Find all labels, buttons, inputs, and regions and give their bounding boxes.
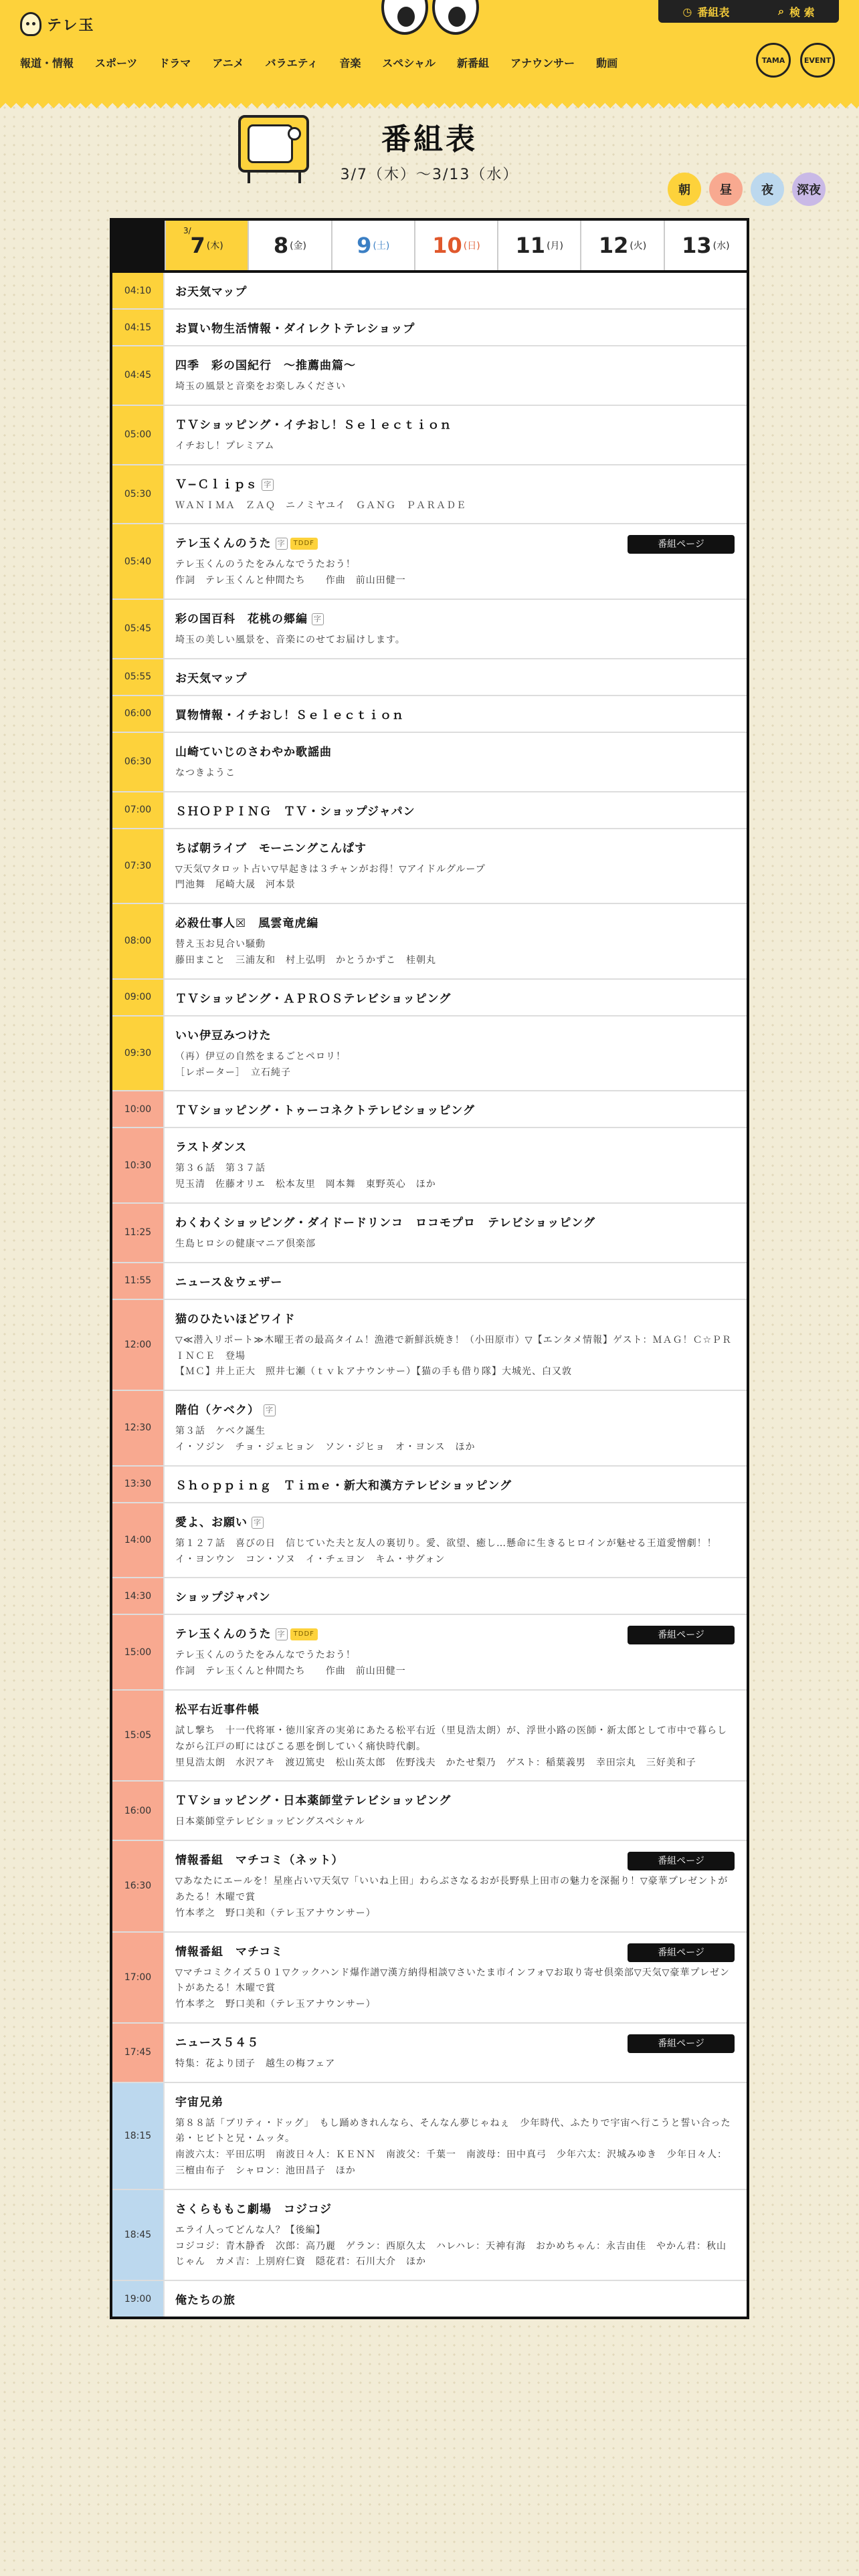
program-title-line	[175, 669, 736, 685]
program-title[interactable]: 宇宙兄弟	[175, 2095, 223, 2109]
program-time: 11:25	[112, 1204, 165, 1262]
program-row[interactable]	[112, 1015, 747, 1091]
program-time: 06:30	[112, 733, 165, 791]
program-description: テレ玉くんのうたをみんなでうたおう！ 作詞 テレ玉くんと仲間たち 作曲 前山田健一	[175, 559, 406, 586]
program-info	[165, 1128, 747, 1202]
program-row[interactable]	[112, 1299, 747, 1390]
day-tab-number: 12	[598, 233, 629, 258]
program-title[interactable]: Ｖ−Ｃｌｉｐｓ	[175, 477, 258, 492]
program-description: エライ人ってどんな人？【後編】 コジコジ：青木静香 次郎：高乃麗 ゲラン：西原久太 ハレハレ：天神有海 おかめちゃん：永吉由佳 やかん君：秋山じゃん カメ吉：上別府仁資 隠花君：石川大介 ほか	[175, 2224, 727, 2268]
subtitle-badge-icon: 字	[312, 613, 324, 625]
program-row[interactable]	[112, 345, 747, 405]
program-time: 07:30	[112, 829, 165, 903]
program-title[interactable]: 四季 彩の国紀行 〜推薦曲篇〜	[175, 359, 356, 372]
day-tab[interactable]	[497, 221, 580, 270]
program-info	[165, 1933, 747, 2022]
day-tab[interactable]	[331, 221, 414, 270]
program-title-line	[175, 914, 736, 930]
mascot-eyes	[381, 0, 479, 35]
program-description: 替え玉お見合い騒動 藤田まこと 三浦友和 村上弘明 かとうかずこ 桂朝丸	[175, 939, 436, 966]
program-description: ▽マチコミクイズ５０１▽クックハンド爆作譜▽漢方納得相談▽さいたま市インフォ▽お取り寄せ倶楽部▽天気▽豪華プレゼントがあたる！木曜で賞 竹本孝之 野口美和（テレ玉アナウンサー）	[175, 1967, 730, 2010]
program-title[interactable]: テレ玉くんのうた	[175, 1628, 272, 1642]
program-time: 10:30	[112, 1128, 165, 1202]
program-title[interactable]: ラストダンス	[175, 1141, 248, 1155]
logo-text: テレ玉	[47, 17, 95, 34]
program-row[interactable]	[112, 2022, 747, 2082]
site-header	[0, 0, 859, 99]
top-links	[658, 0, 839, 23]
program-row[interactable]	[112, 1780, 747, 1840]
subtitle-badge-icon: 字	[276, 538, 288, 550]
tod-night-button[interactable]: 夜	[751, 173, 784, 206]
left-eye-icon	[381, 0, 428, 35]
program-page-button[interactable]: 番組ページ	[628, 1626, 735, 1644]
program-info	[165, 465, 747, 524]
program-page-button[interactable]: 番組ページ	[628, 535, 735, 554]
program-row[interactable]	[112, 1090, 747, 1127]
program-title[interactable]: ニュース＆ウェザー	[175, 1275, 283, 1289]
program-time: 14:30	[112, 1578, 165, 1614]
program-description: 生島ヒロシの健康マニア倶楽部	[175, 1238, 316, 1249]
program-description: 特集：花より団子 越生の梅フェア	[175, 2058, 336, 2069]
program-description: なつきようこ	[175, 767, 235, 778]
program-description: ＷＡＮＩＭＡ ＺＡＱ ニノミヤユイ ＧＡＮＧ ＰＡＲＡＤＥ	[175, 500, 466, 511]
program-row[interactable]	[112, 405, 747, 464]
day-tab-weekday: (月)	[547, 241, 563, 251]
tama-circle-button[interactable]: TAMA	[756, 43, 791, 78]
program-row[interactable]	[112, 1262, 747, 1299]
day-tab-weekday: (火)	[630, 241, 647, 251]
day-tabs	[112, 221, 747, 273]
day-tab-number: 11	[515, 233, 546, 258]
program-title[interactable]: 情報番組 マチコミ	[175, 1945, 284, 1959]
nav-item-special[interactable]: スペシャル	[382, 57, 436, 70]
program-row[interactable]	[112, 732, 747, 791]
program-title[interactable]: テレ玉くんのうた	[175, 537, 272, 551]
program-title[interactable]: 松平右近事件帳	[175, 1703, 260, 1717]
program-title-line	[175, 1213, 736, 1230]
program-time: 13:30	[112, 1467, 165, 1502]
tod-latenight-button[interactable]: 深夜	[792, 173, 826, 206]
day-tab-weekday: (木)	[206, 241, 223, 251]
program-title-line	[175, 1476, 736, 1493]
program-title-line	[175, 319, 736, 336]
day-tab[interactable]	[165, 221, 248, 270]
mascot-logo-icon	[20, 12, 41, 36]
program-row[interactable]	[112, 273, 747, 308]
program-title[interactable]: ニュース５４５	[175, 2036, 260, 2050]
program-row[interactable]	[112, 978, 747, 1015]
program-title-line	[175, 415, 736, 432]
site-logo[interactable]	[20, 12, 95, 36]
program-row[interactable]	[112, 658, 747, 695]
program-title[interactable]: わくわくショッピング・ダイドードリンコ ロコモプロ テレビショッピング	[175, 1216, 595, 1230]
program-row[interactable]	[112, 308, 747, 345]
program-info	[165, 1204, 747, 1262]
day-tab-number: 9	[357, 233, 372, 258]
program-title-line	[175, 1400, 736, 1417]
right-eye-icon	[432, 0, 479, 35]
program-row[interactable]	[112, 2189, 747, 2280]
program-time: 12:30	[112, 1391, 165, 1465]
program-info	[165, 1300, 747, 1390]
program-info	[165, 659, 747, 695]
program-description: ▽天気▽タロット占い▽早起きは３チャンがお得！▽アイドルグループ 門池舞 尾崎大晟 河本景	[175, 863, 486, 891]
program-description: ▽あなたにエールを！星座占い▽天気▽「いいね上田」わらぶさなるおが長野県上田市の魅力を深掘り！▽豪華プレゼントがあたる！木曜で賞 竹本孝之 野口美和（テレ玉アナウンサー）	[175, 1876, 729, 1919]
program-title[interactable]: ＴＶショッピング・トゥーコネクトテレビショッピング	[175, 1104, 475, 1118]
day-tab-number: 13	[682, 233, 712, 258]
program-title[interactable]: ＴＶショッピング・イチおし！Ｓｅｌｅｃｔｉｏｎ	[175, 418, 452, 432]
day-tab-weekday: (金)	[290, 241, 307, 251]
program-title[interactable]: さくらももこ劇場 コジコジ	[175, 2202, 332, 2216]
program-info	[165, 1782, 747, 1840]
program-description: 第１２７話 喜びの日 信じていた夫と友人の裏切り。愛、欲望、癒し…懸命に生きるヒロインが魅せる王道愛憎劇！！ イ・ヨンウン コン・ソヌ イ・チェヨン キム・サグォン	[175, 1537, 717, 1565]
program-description: 第３６話 第３７話 児玉清 佐藤オリエ 松本友里 岡本舞 東野英心 ほか	[175, 1163, 436, 1190]
program-row[interactable]	[112, 1127, 747, 1202]
nav-item-variety[interactable]: バラエティ	[265, 57, 318, 70]
day-tab[interactable]	[580, 221, 663, 270]
program-title[interactable]: 情報番組 マチコミ（ネット）	[175, 1854, 344, 1868]
program-info	[165, 2024, 747, 2082]
nav-item-news[interactable]: 報道・情報	[20, 57, 74, 70]
program-info	[165, 904, 747, 978]
program-time: 04:15	[112, 310, 165, 345]
subtitle-badge-icon: 字	[264, 1404, 276, 1416]
program-description: （再）伊豆の自然をまるごとペロリ！ ［レポーター］ 立石純子	[175, 1051, 346, 1078]
program-time: 14:00	[112, 1503, 165, 1578]
program-info	[165, 696, 747, 732]
program-info	[165, 1467, 747, 1502]
day-tab[interactable]	[414, 221, 497, 270]
day-tab[interactable]	[664, 221, 747, 270]
day-tab-number: 10	[432, 233, 462, 258]
program-time: 05:45	[112, 600, 165, 658]
program-row[interactable]	[112, 903, 747, 978]
program-title[interactable]: 山崎ていじのさわやか歌謡曲	[175, 745, 332, 759]
title-area	[0, 99, 859, 219]
program-title-line	[175, 1026, 736, 1043]
program-time: 08:00	[112, 904, 165, 978]
time-of-day-buttons	[668, 173, 826, 206]
program-time: 05:30	[112, 465, 165, 524]
program-row[interactable]	[112, 1390, 747, 1465]
program-title[interactable]: 必殺仕事人☒ 風雲竜虎編	[175, 917, 319, 931]
subtitle-badge-icon: 字	[262, 479, 274, 491]
program-row[interactable]	[112, 828, 747, 903]
program-info	[165, 829, 747, 903]
day-tab[interactable]	[248, 221, 330, 270]
search-icon: ⌕	[778, 5, 785, 17]
program-title-line	[175, 839, 736, 855]
program-time: 05:55	[112, 659, 165, 695]
program-title-line	[175, 2199, 736, 2216]
program-title-line	[175, 1309, 736, 1326]
program-description: テレ玉くんのうたをみんなでうたおう！ 作詞 テレ玉くんと仲間たち 作曲 前山田健一	[175, 1650, 406, 1677]
program-title[interactable]: ＳＨＯＰＰＩＮＧ ＴＶ・ショップジャパン	[175, 804, 415, 819]
program-row[interactable]	[112, 1465, 747, 1502]
subtitle-badge-icon: 字	[276, 1628, 288, 1640]
program-title[interactable]: 階伯（ケベク）	[175, 1404, 260, 1418]
day-tab-number: 7	[190, 233, 205, 258]
program-info	[165, 406, 747, 464]
day-tab-weekday: (日)	[463, 241, 480, 251]
program-title[interactable]: 猫のひたいほどワイド	[175, 1312, 296, 1326]
subtitle-badge-icon: 字	[252, 1517, 264, 1529]
program-title[interactable]: お天気マップ	[175, 286, 248, 299]
program-title[interactable]: ちば朝ライブ モーニングこんぱす	[175, 841, 367, 855]
day-tab-number: 8	[273, 233, 289, 258]
program-row[interactable]	[112, 2280, 747, 2317]
program-description: 埼玉の風景と音楽をお楽しみください	[175, 381, 346, 392]
program-time: 06:00	[112, 696, 165, 732]
nav-item-anime[interactable]: アニメ	[212, 57, 244, 70]
program-info	[165, 1391, 747, 1465]
program-time: 04:10	[112, 273, 165, 308]
program-time: 19:00	[112, 2281, 165, 2317]
program-title[interactable]: 買物情報・イチおし！Ｓｅｌｅｃｔｉｏｎ	[175, 708, 404, 722]
nav-item-new[interactable]: 新番組	[457, 57, 490, 70]
program-title[interactable]: ショップジャパン	[175, 1591, 271, 1605]
program-row[interactable]	[112, 464, 747, 524]
program-description: ▽≪潜入リポート≫木曜王者の最高タイム！漁港で新鮮浜焼き！（小田原市）▽【エンタメ情報】ゲスト：ＭＡＧ！Ｃ☆ＰＲＩＮＣＥ 登場 【ＭＣ】井上正大 照井七瀬（ｔｖｋアナウンサー）【猫の手も借り隊】大城光、白又敦	[175, 1334, 732, 1378]
program-description: 日本薬師堂テレビショッピングスペシャル	[175, 1816, 365, 1828]
tddf-badge: TDDF	[290, 538, 318, 550]
program-info	[165, 733, 747, 791]
program-row[interactable]	[112, 599, 747, 658]
program-info	[165, 980, 747, 1015]
program-description: 第８８話「ブリティ・ドッグ」 もし踊めきれんなら、そんなん夢じゃねぇ 少年時代、ふたりで宇宙へ行こうと誓い合った弟・ヒビトと兄・ムッタ。 南波六太：平田広明 南波日々人：ＫＥＮＮ 南波父：千葉一 南波母：田中真弓 少年六太：沢城みゆき 少年日々人：三檀由布子 シャロン：池田昌子 ほか	[175, 2117, 731, 2177]
top-link-schedule[interactable]	[682, 4, 729, 19]
program-row[interactable]	[112, 1614, 747, 1689]
program-info	[165, 1263, 747, 1299]
day-tab-weekday: (水)	[712, 241, 730, 251]
program-title[interactable]: 俺たちの旅	[175, 2294, 235, 2308]
program-info	[165, 600, 747, 658]
page-title: 番組表	[381, 122, 478, 156]
program-title[interactable]: お買い物生活情報・ダイレクトテレショップ	[175, 322, 415, 336]
day-tabs-corner	[112, 221, 165, 270]
program-title-line	[175, 1513, 736, 1529]
program-info	[165, 2083, 747, 2189]
program-time: 04:45	[112, 346, 165, 405]
program-time: 17:00	[112, 1933, 165, 2022]
program-time: 16:00	[112, 1782, 165, 1840]
nav-item-drama[interactable]: ドラマ	[159, 57, 191, 70]
program-title[interactable]: ＴＶショッピング・日本薬師堂テレビショッピング	[175, 1794, 452, 1808]
schedule-table	[110, 218, 749, 2319]
program-title[interactable]: 彩の国百科 花桃の郷編	[175, 612, 308, 626]
program-title-line	[175, 1273, 736, 1289]
day-tab-month: 3/	[183, 226, 191, 235]
program-title-line	[175, 742, 736, 759]
program-row[interactable]	[112, 1689, 747, 1780]
program-page-button[interactable]: 番組ページ	[628, 1852, 735, 1870]
program-row[interactable]	[112, 1931, 747, 2022]
program-info	[165, 1016, 747, 1091]
program-title-line	[175, 2290, 736, 2307]
program-description: 試し撃ち 十一代将軍・徳川家斉の実弟にあたる松平右近（里見浩太朗）が、浮世小路の医師・新太郎として市中で暮らしながら江戸の町にはびこる悪を倒していく痛快時代劇。 里見浩太朗 水沢アキ 渡辺篤史 松山英太郎 佐野浅夫 かたせ梨乃 ゲスト：稲葉義男 幸田宗丸 三好美和子	[175, 1725, 727, 1768]
program-row[interactable]	[112, 1502, 747, 1578]
program-time: 07:00	[112, 792, 165, 828]
program-title-line	[175, 282, 736, 299]
program-description: 埼玉の美しい風景を、音楽にのせてお届けします。	[175, 634, 405, 645]
program-info	[165, 1578, 747, 1614]
program-title[interactable]: いい伊豆みつけた	[175, 1029, 272, 1043]
program-time: 15:00	[112, 1615, 165, 1689]
program-page-button[interactable]: 番組ページ	[628, 1943, 735, 1962]
program-info	[165, 1091, 747, 1127]
program-title-line	[175, 475, 736, 492]
program-title-line	[175, 356, 736, 372]
program-title-line	[175, 609, 736, 626]
program-description: 第３話 ケベク誕生 イ・ソジン チョ・ジェヒョン ソン・ジヒョ オ・ヨンス ほか	[175, 1426, 476, 1453]
program-time: 12:00	[112, 1300, 165, 1390]
program-title-line	[175, 1101, 736, 1117]
program-info	[165, 792, 747, 828]
program-time: 11:55	[112, 1263, 165, 1299]
program-title[interactable]: ＴＶショッピング・ＡＰＲＯＳテレビショッピング	[175, 992, 452, 1006]
nav-item-sports[interactable]: スポーツ	[95, 57, 138, 70]
day-tab-weekday: (土)	[373, 241, 390, 251]
program-info	[165, 1841, 747, 1931]
program-time: 09:30	[112, 1016, 165, 1091]
program-info	[165, 1503, 747, 1578]
program-time: 18:15	[112, 2083, 165, 2189]
program-info	[165, 2190, 747, 2280]
program-info	[165, 1691, 747, 1780]
program-list	[112, 273, 747, 2317]
program-time: 18:45	[112, 2190, 165, 2280]
tddf-badge: TDDF	[290, 1628, 318, 1640]
program-title-line	[175, 1791, 736, 1808]
program-time: 17:45	[112, 2024, 165, 2082]
top-link-search-label: 検 索	[789, 5, 815, 19]
tod-day-button[interactable]: 昼	[709, 173, 743, 206]
program-info	[165, 346, 747, 405]
program-info	[165, 2281, 747, 2317]
program-row[interactable]	[112, 1840, 747, 1931]
nav-item-announcer[interactable]: アナウンサー	[510, 57, 575, 70]
program-title-line	[175, 2092, 736, 2109]
nav-item-video[interactable]: 動画	[596, 57, 618, 70]
program-row[interactable]	[112, 695, 747, 732]
date-range: 3/7（木）〜3/13（水）	[340, 167, 519, 183]
program-title-line	[175, 1588, 736, 1604]
program-title[interactable]: Ｓｈｏｐｐｉｎｇ Ｔｉｍｅ・新大和漢方テレビショッピング	[175, 1479, 512, 1493]
program-description: イチおし！プレミアム	[175, 440, 275, 451]
program-info	[165, 273, 747, 308]
tod-morning-button[interactable]: 朝	[668, 173, 701, 206]
program-info	[165, 1615, 747, 1689]
program-time: 16:30	[112, 1841, 165, 1931]
program-time: 10:00	[112, 1091, 165, 1127]
program-time: 05:40	[112, 524, 165, 599]
program-row[interactable]	[112, 2082, 747, 2189]
program-row[interactable]	[112, 791, 747, 828]
program-row[interactable]	[112, 1202, 747, 1262]
program-time: 05:00	[112, 406, 165, 464]
program-row[interactable]	[112, 523, 747, 599]
program-title-line	[175, 989, 736, 1006]
program-row[interactable]	[112, 1577, 747, 1614]
program-time: 15:05	[112, 1691, 165, 1780]
program-title-line	[175, 1138, 736, 1154]
top-link-schedule-label: 番組表	[697, 5, 730, 19]
program-info	[165, 524, 747, 599]
program-page-button[interactable]: 番組ページ	[628, 2034, 735, 2053]
program-title[interactable]: 愛よ、お願い	[175, 1515, 248, 1529]
clock-icon: ◷	[682, 5, 692, 18]
program-info	[165, 310, 747, 345]
program-title[interactable]: お天気マップ	[175, 671, 248, 685]
nav-item-music[interactable]: 音楽	[339, 57, 361, 70]
program-title-line	[175, 706, 736, 722]
program-title-line	[175, 802, 736, 819]
main-nav	[20, 55, 639, 70]
program-title-line	[175, 1700, 736, 1717]
event-circle-button[interactable]: EVENT	[800, 43, 835, 78]
program-time: 09:00	[112, 980, 165, 1015]
top-link-search[interactable]	[778, 4, 815, 19]
